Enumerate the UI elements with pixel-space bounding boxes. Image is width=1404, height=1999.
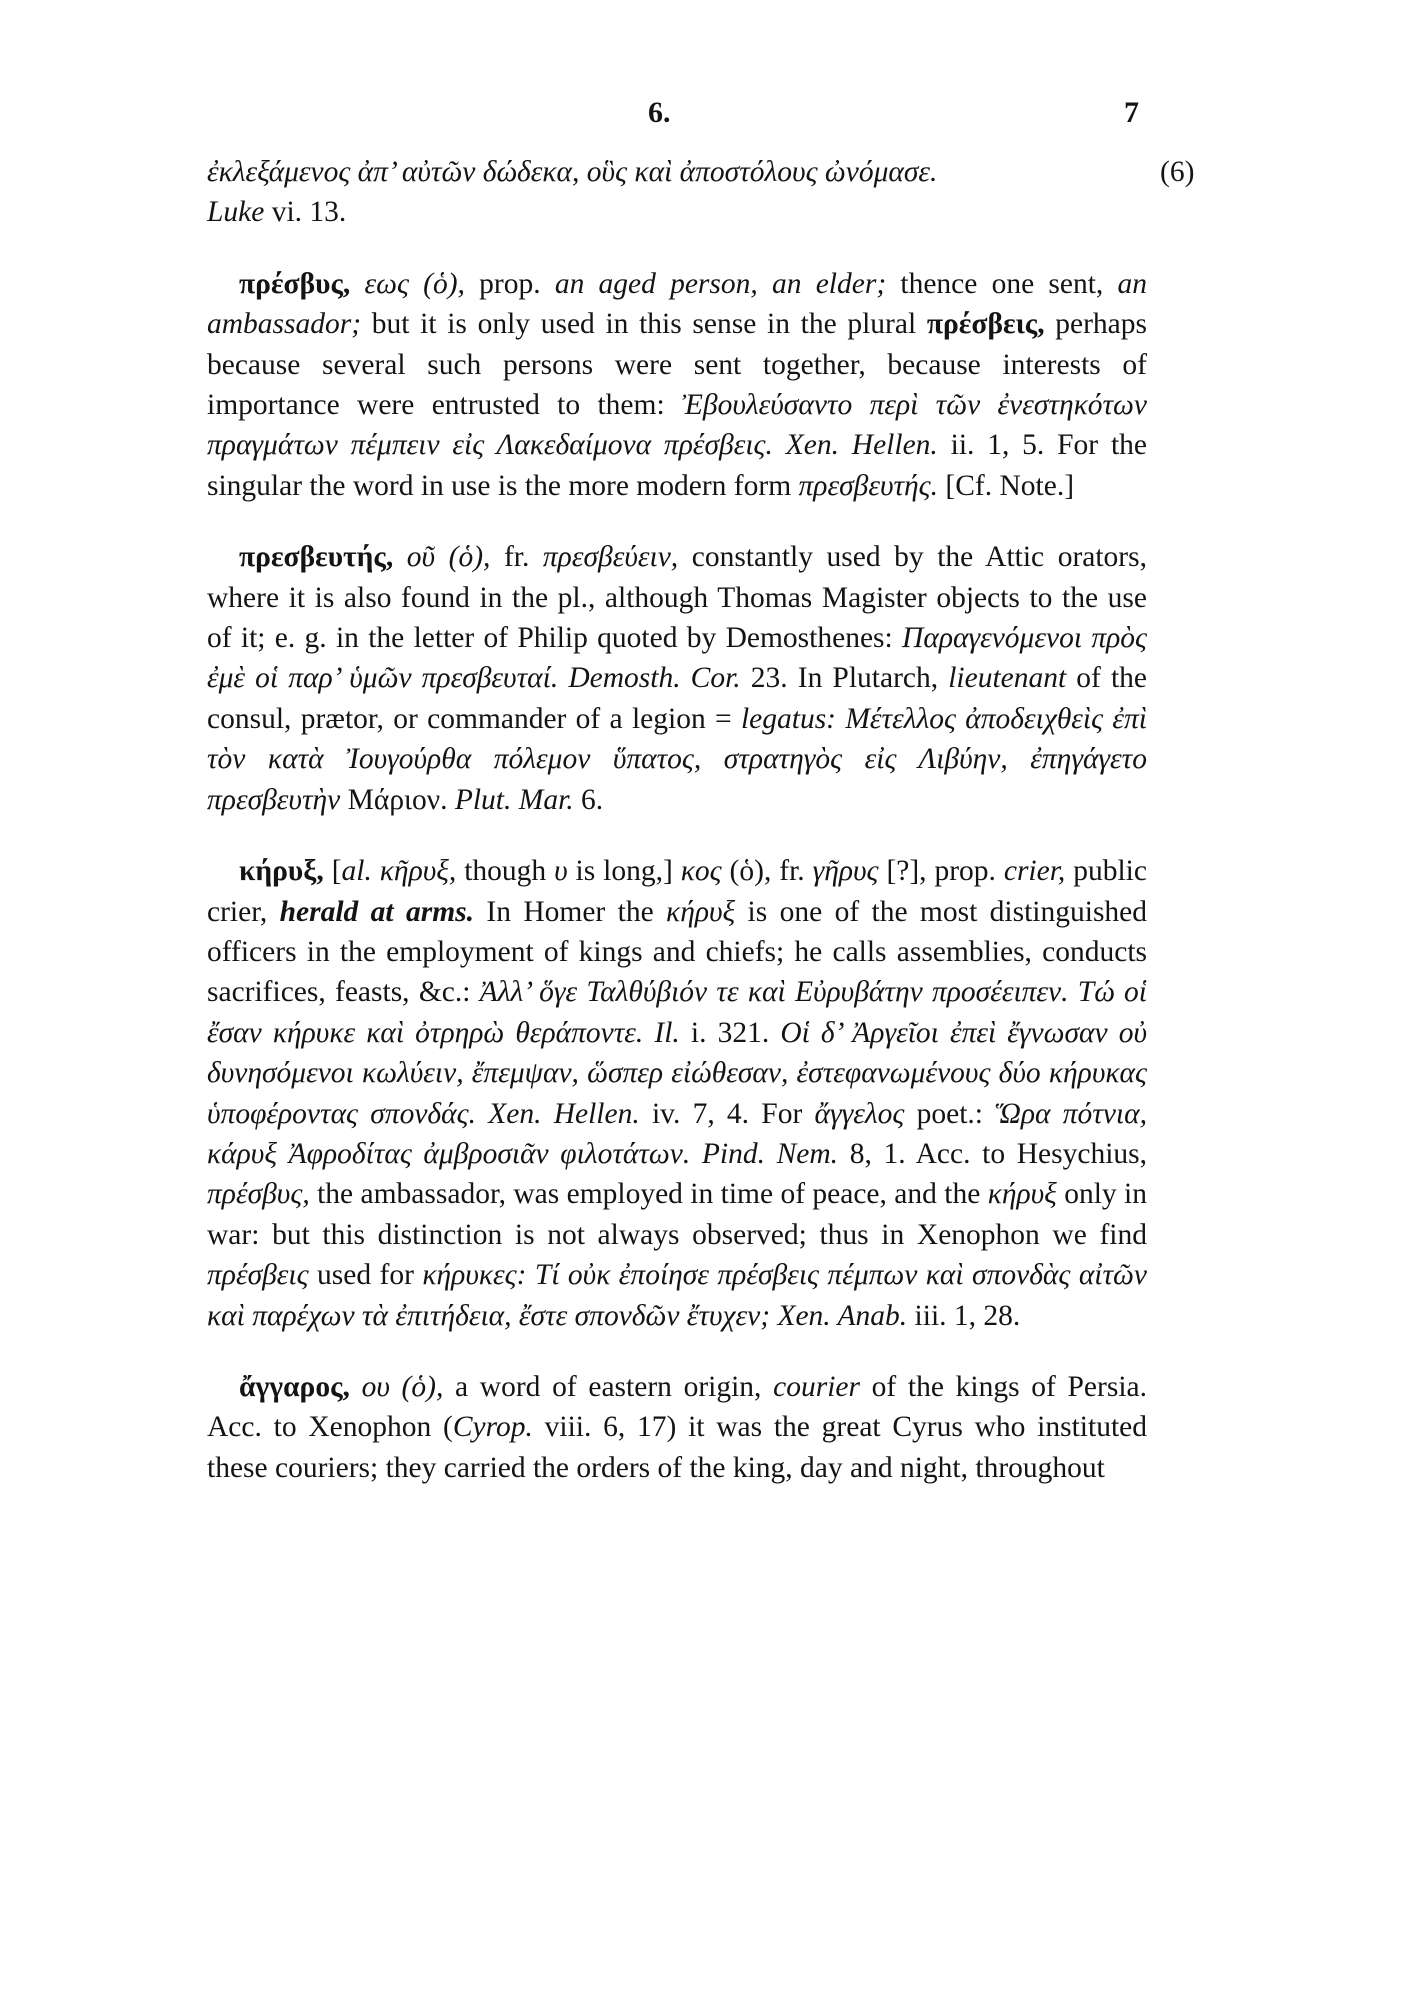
reference: Demosth. Cor.: [558, 662, 741, 695]
entry-angaros: ἄγγαρος, ου (ὁ), a word of eastern origin, courier of the kings of Persia. Acc. to Xenophon (Cyrop. viii. 6, 17) it was the great Cyrus who instituted these couriers; they carried the orders of the king, day and night, throughout: [207, 1370, 1147, 1484]
reference: Xen. Hellen.: [475, 1097, 640, 1130]
entry-presbus: πρέσβυς, εως (ὁ), prop. an aged person, an elder; thence one sent, an ambassador; but it is only used in this sense in the plural πρέσβεις, perhaps because several such persons were sent together, because interests of importance were entrusted to them: Ἐβουλεύσαντο περὶ τῶν ἐνεστηκότων πραγμάτων πέμπειν εἰς Λακεδαίμονα πρέσβεις. Xen. Hellen. ii. 1, 5. For the singular the word in use is the more modern form πρεσβευτής. [Cf. Note.]: [207, 267, 1148, 502]
headword: πρεσβευτής,: [239, 541, 394, 574]
reference: Il.: [643, 1016, 680, 1049]
reference: Luke: [207, 196, 265, 229]
reference: Plut. Mar.: [447, 783, 574, 816]
greek-quote: Τί οὐκ ἐποίησε πρέσβεις πέμπων καὶ σπονδὰς αἰτῶν καὶ παρέχων τὰ ἐπιτήδεια, ἔστε σπονδῶν ἔτυχεν;: [207, 1259, 1147, 1332]
page-number: 7: [1124, 96, 1139, 129]
section-number: 6.: [648, 96, 671, 129]
headword: ἄγγαρος,: [239, 1370, 350, 1403]
greek-quote: ἐκλεξάμενος ἀπ’ αὐτῶν δώδεκα, οὓς καὶ ἀποστόλους ὠνόμασε.: [207, 156, 938, 188]
reference: Cyrop.: [452, 1411, 533, 1444]
greek-quote: Ὥρα πότνια, κάρυξ Ἀφροδίτας ἀμβροσιᾶν φιλοτάτων.: [207, 1097, 1147, 1170]
greek-quote: Ἐβουλεύσαντο περὶ τῶν ἐνεστηκότων πραγμάτων πέμπειν εἰς Λακεδαίμονα πρέσβεις.: [207, 389, 1147, 462]
greek-quote: Παραγενόμενοι πρὸς ἐμὲ οἱ παρ’ ὑμῶν πρεσβευταί.: [207, 622, 1147, 695]
greek-quote: Ἀλλ’ ὅγε Ταλθύβιόν τε καὶ Εὐρυβάτην προσέειπεν. Τώ οἱ ἔσαν κήρυκε καὶ ὀτρηρὼ θεράποντε.: [207, 976, 1147, 1049]
reference: Xen. Anab.: [770, 1299, 908, 1332]
intro-paragraph: ἐκλεξάμενος ἀπ’ αὐτῶν δώδεκα, οὓς καὶ ἀποστόλους ὠνόμασε. Luke vi. 13.: [207, 156, 938, 229]
entry-presbeutes: πρεσβευτής, οῦ (ὁ), fr. πρεσβεύειν, constantly used by the Attic orators, where it is also found in the pl., although Thomas Magister objects to the use of it; e. g. in the letter of Philip quoted by Demosthenes: Παραγενόμενοι πρὸς ἐμὲ οἱ παρ’ ὑμῶν πρεσβευταί. Demosth. Cor. 23. In Plutarch, lieutenant of the consul, prætor, or commander of a legion = legatus: Μέτελλος ἀποδειχθεὶς ἐπὶ τὸν κατὰ Ἰουγούρθα πόλεμον ὕπατος, στρατηγὸς εἰς Λιβύην, ἐπηγάγετο πρεσβευτὴν Μάριον. Plut. Mar. 6.: [207, 541, 1148, 816]
plural-form: πρέσβεις,: [926, 308, 1045, 341]
margin-number: (6): [1160, 156, 1195, 188]
entry-keryx: κήρυξ, [al. κῆρυξ, though υ is long,] κος (ὁ), fr. γῆρυς [?], prop. crier, public crier, herald at arms. In Homer the κήρυξ is one of the most distinguished officers in the employment of kings and chiefs; he calls assemblies, conducts sacrifices, feasts, &c.: Ἀλλ’ ὅγε Ταλθύβιόν τε καὶ Εὐρυβάτην προσέειπεν. Τώ οἱ ἔσαν κήρυκε καὶ ὀτρηρὼ θεράποντε. Il. i. 321. Οἱ δ’ Ἀργεῖοι ἐπεὶ ἔγνωσαν οὐ δυνησόμενοι κωλύειν, ἔπεμψαν, ὥσπερ εἰώθεσαν, ἐστεφανωμένους δύο κήρυκας ὑποφέροντας σπονδάς. Xen. Hellen. iv. 7, 4. For ἄγγελος poet.: Ὥρα πότνια, κάρυξ Ἀφροδίτας ἀμβροσιᾶν φιλοτάτων. Pind. Nem. 8, 1. Acc. to Hesychius, πρέσβυς, the ambassador, was employed in time of peace, and the κήρυξ only in war: but this distinction is not always observed; thus in Xenophon we find πρέσβεις used for κήρυκες: Τί οὐκ ἐποίησε πρέσβεις πέμπων καὶ σπονδὰς αἰτῶν καὶ παρέχων τὰ ἐπιτήδεια, ἔστε σπονδῶν ἔτυχεν; Xen. Anab. iii. 1, 28.: [207, 855, 1148, 1332]
headword: κήρυξ,: [239, 855, 324, 888]
reference: Pind. Nem.: [690, 1137, 839, 1170]
greek-quote: Οἱ δ’ Ἀργεῖοι ἐπεὶ ἔγνωσαν οὐ δυνησόμενοι κωλύειν, ἔπεμψαν, ὥσπερ εἰώθεσαν, ἐστεφανωμένους δύο κήρυκας ὑποφέροντας σπονδάς.: [207, 1016, 1147, 1130]
greek-quote: Μέτελλος ἀποδειχθεὶς ἐπὶ τὸν κατὰ Ἰουγούρθα πόλεμον ὕπατος, στρατηγὸς εἰς Λιβύην, ἐπηγάγετο πρεσβευτὴν: [207, 702, 1148, 816]
headword: πρέσβυς,: [239, 267, 351, 300]
body-text: [207, 152, 1147, 1488]
reference: Xen. Hellen.: [772, 429, 938, 462]
